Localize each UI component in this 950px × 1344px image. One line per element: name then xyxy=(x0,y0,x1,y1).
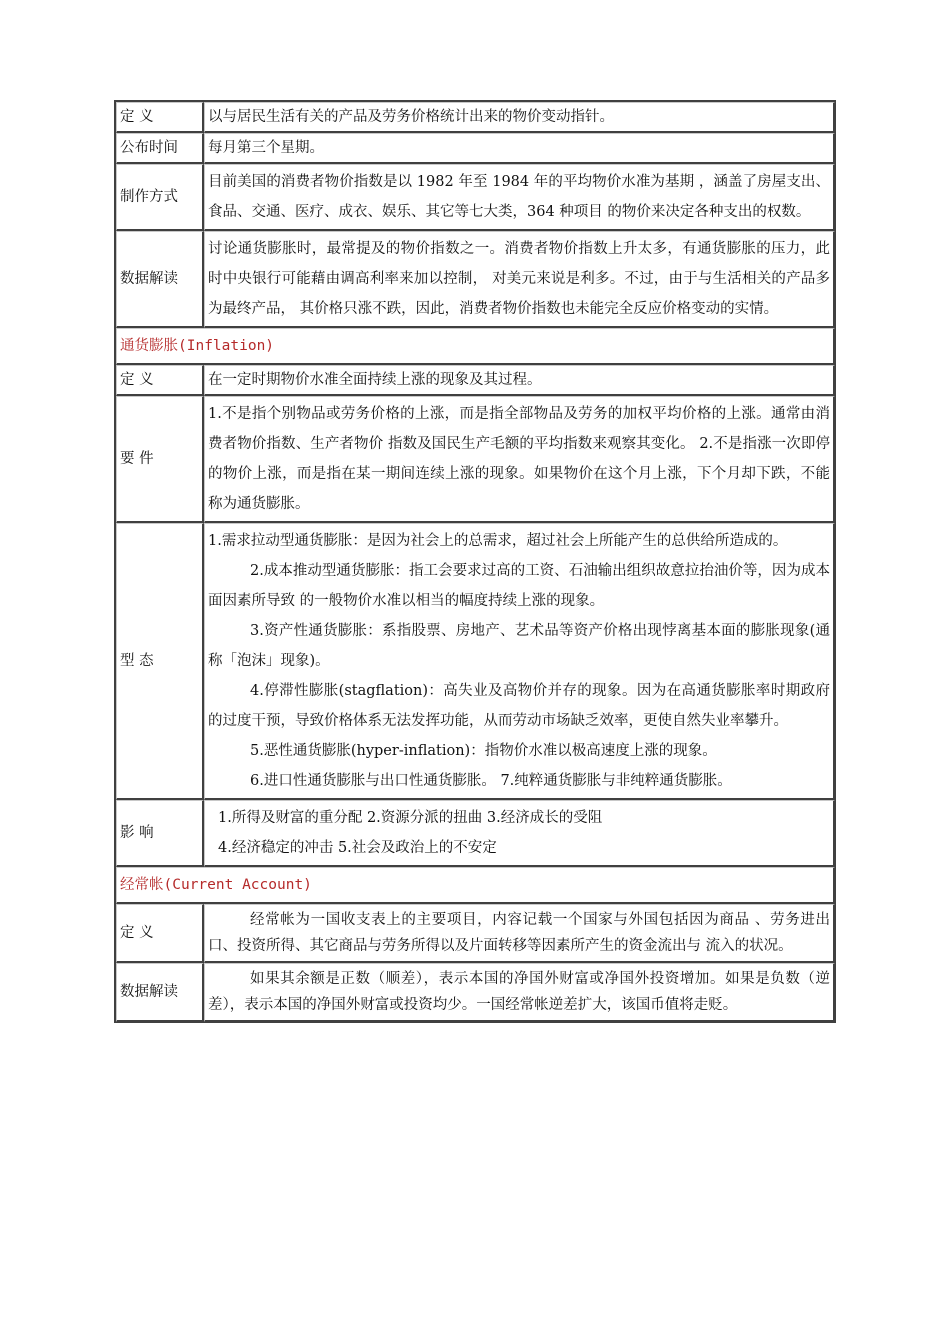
row-label: 数据解读 xyxy=(116,231,204,328)
type-item: 5.恶性通货膨胀(hyper-inflation)：指物价水准以极高速度上涨的现象。 xyxy=(250,743,717,759)
cpi-release-row xyxy=(116,133,835,164)
row-content: 每月第三个星期。 xyxy=(204,133,835,164)
row-label: 影 响 xyxy=(116,800,204,867)
economic-indicator-table xyxy=(114,100,836,1023)
row-label: 制作方式 xyxy=(116,164,204,231)
cpi-reading-row xyxy=(116,231,835,328)
type-item: 3.资产性通货膨胀：系指股票、房地产、艺术品等资产价格出现悖离基本面的膨胀现象(通称「泡沫」现象)。 xyxy=(208,623,830,669)
type-item: 4.停滞性膨胀(stagflation)：高失业及高物价并存的现象。因为在高通货膨胀率时期政府的过度干预，导致价格体系无法发挥功能，从而劳动市场缺乏效率，更使自然失业率攀升。 xyxy=(208,683,830,729)
row-label: 数据解读 xyxy=(116,963,204,1022)
inflation-types-row xyxy=(116,523,835,800)
row-content: 目前美国的消费者物价指数是以 1982 年至 1984 年的平均物价水准为基期 ，涵盖了房屋支出、食品、交通、医疗、成衣、娱乐、其它等七大类，364 种项目 的物价来决定各种支出的权数。 xyxy=(204,164,835,231)
cpi-definition-row xyxy=(116,102,835,133)
row-label: 定 义 xyxy=(116,904,204,963)
row-label: 定 义 xyxy=(116,102,204,133)
row-label: 定 义 xyxy=(116,365,204,396)
impact-line: 4.经济稳定的冲击 5.社会及政治上的不安定 xyxy=(218,840,497,856)
row-content: 以与居民生活有关的产品及劳务价格统计出来的物价变动指针。 xyxy=(204,102,835,133)
paragraph: 如果其余额是正数（顺差），表示本国的净国外财富或净国外投资增加。如果是负数（逆差），表示本国的净国外财富或投资均少。一国经常帐逆差扩大，该国币值将走贬。 xyxy=(208,971,830,1013)
row-label: 公布时间 xyxy=(116,133,204,164)
type-item: 1.需求拉动型通货膨胀：是因为社会上的总需求，超过社会上所能产生的总供给所造成的。 xyxy=(208,533,788,549)
type-item: 6.进口性通货膨胀与出口性通货膨胀。 7.纯粹通货膨胀与非纯粹通货膨胀。 xyxy=(250,773,732,789)
row-content xyxy=(204,800,835,867)
row-content: 讨论通货膨胀时，最常提及的物价指数之一。消费者物价指数上升太多，有通货膨胀的压力，此时中央银行可能藉由调高利率来加以控制， 对美元来说是利多。不过，由于与生活相关的产品多为最终产品， 其价格只涨不跌，因此，消费者物价指数也未能完全反应价格变动的实情。 xyxy=(204,231,835,328)
cpi-method-row xyxy=(116,164,835,231)
row-content: 1.不是指个别物品或劳务价格的上涨，而是指全部物品及劳务的加权平均价格的上涨。通常由消费者物价指数、生产者物价 指数及国民生产毛额的平均指数来观察其变化。 2.不是指涨一次即停的物价上涨，而是指在某一期间连续上涨的现象。如果物价在这个月上涨，下个月却下跌，不能称为通货膨胀。 xyxy=(204,396,835,523)
current-account-section-row xyxy=(116,867,835,904)
row-content xyxy=(204,963,835,1022)
row-content xyxy=(204,904,835,963)
row-label: 型 态 xyxy=(116,523,204,800)
current-account-reading-row xyxy=(116,963,835,1022)
impact-line: 1.所得及财富的重分配 2.资源分派的扭曲 3.经济成长的受阻 xyxy=(218,810,603,826)
paragraph: 经常帐为一国收支表上的主要项目，内容记载一个国家与外国包括因为商品 、劳务进出口、投资所得、其它商品与劳务所得以及片面转移等因素所产生的资金流出与 流入的状况。 xyxy=(208,912,830,954)
row-label: 要 件 xyxy=(116,396,204,523)
row-content xyxy=(204,523,835,800)
inflation-definition-row xyxy=(116,365,835,396)
section-title: 通货膨胀(Inflation) xyxy=(116,328,835,365)
inflation-impact-row xyxy=(116,800,835,867)
type-item: 2.成本推动型通货膨胀：指工会要求过高的工资、石油输出组织故意拉抬油价等，因为成本面因素所导致 的一般物价水准以相当的幅度持续上涨的现象。 xyxy=(208,563,830,609)
inflation-section-row xyxy=(116,328,835,365)
current-account-definition-row xyxy=(116,904,835,963)
section-title: 经常帐(Current Account) xyxy=(116,867,835,904)
row-content: 在一定时期物价水准全面持续上涨的现象及其过程。 xyxy=(204,365,835,396)
inflation-requirements-row xyxy=(116,396,835,523)
